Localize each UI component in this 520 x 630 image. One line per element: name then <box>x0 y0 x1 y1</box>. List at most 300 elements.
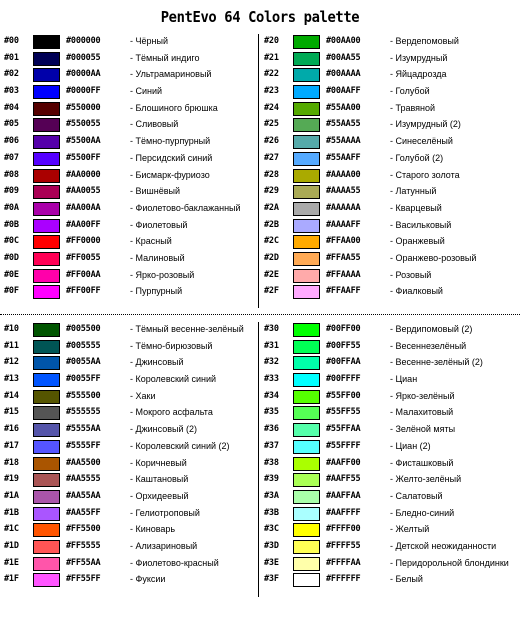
color-hex: #AAAAFF <box>326 219 361 230</box>
color-hex: #FFFFAA <box>326 557 361 568</box>
color-swatch <box>33 269 60 283</box>
color-hex: #FFFF55 <box>326 540 361 551</box>
color-name: - Малиновый <box>130 252 185 263</box>
palette-row <box>4 539 264 556</box>
palette-row <box>264 422 520 439</box>
palette-row <box>4 372 264 389</box>
page-title: PentEvo 64 Colors palette <box>160 8 360 26</box>
color-index: #37 <box>264 440 279 451</box>
color-index: #26 <box>264 136 279 147</box>
palette-row <box>4 168 264 185</box>
color-hex: #AA0000 <box>66 169 101 180</box>
color-name: - Орхидеевый <box>130 490 189 501</box>
palette-row <box>264 234 520 251</box>
color-hex: #AAAAAA <box>326 202 361 213</box>
color-name: - Хаки <box>130 390 156 401</box>
color-hex: #550055 <box>66 119 101 130</box>
color-hex: #55AAAA <box>326 136 361 147</box>
color-name: - Кварцевый <box>390 202 442 213</box>
color-name: - Желтый <box>390 524 430 535</box>
color-index: #2D <box>264 252 279 263</box>
color-swatch <box>33 52 60 66</box>
color-hex: #AAFFFF <box>326 507 361 518</box>
color-name: - Белый <box>390 574 423 585</box>
color-hex: #005555 <box>66 340 101 351</box>
palette-row <box>264 522 520 539</box>
color-index: #21 <box>264 52 279 63</box>
color-hex: #555500 <box>66 390 101 401</box>
color-hex: #FF55FF <box>66 574 101 585</box>
color-index: #1A <box>4 490 19 501</box>
color-name: - Ярко-розовый <box>130 269 195 280</box>
color-hex: #0055AA <box>66 357 101 368</box>
color-swatch <box>293 85 320 99</box>
color-swatch <box>33 573 60 587</box>
color-index: #22 <box>264 69 279 80</box>
palette-row <box>4 284 264 301</box>
color-index: #0F <box>4 286 19 297</box>
color-index: #3A <box>264 490 279 501</box>
palette-row <box>4 572 264 589</box>
color-name: - Старого золота <box>390 169 460 180</box>
color-swatch <box>293 557 320 571</box>
color-index: #11 <box>4 340 19 351</box>
color-hex: #55AA00 <box>326 102 361 113</box>
color-swatch <box>293 457 320 471</box>
color-index: #03 <box>4 86 19 97</box>
color-hex: #55FF00 <box>326 390 361 401</box>
color-name: - Травяной <box>390 102 436 113</box>
color-swatch <box>293 169 320 183</box>
palette-row <box>264 218 520 235</box>
color-hex: #FF0055 <box>66 252 101 263</box>
color-name: - Зелёной мяты <box>390 424 456 435</box>
color-hex: #000055 <box>66 52 101 63</box>
color-hex: #FF5555 <box>66 540 101 551</box>
color-swatch <box>293 202 320 216</box>
palette-row <box>264 51 520 68</box>
color-name: - Весеннезелёный <box>390 340 467 351</box>
palette-row <box>4 322 264 339</box>
color-hex: #5555AA <box>66 424 101 435</box>
color-hex: #00FF55 <box>326 340 361 351</box>
color-swatch <box>33 235 60 249</box>
palette-row <box>264 556 520 573</box>
palette-row <box>4 506 264 523</box>
color-index: #36 <box>264 424 279 435</box>
color-name: - Джинсовый <box>130 357 184 368</box>
color-swatch <box>293 152 320 166</box>
color-hex: #AA5555 <box>66 474 101 485</box>
color-name: - Синеселёный <box>390 136 453 147</box>
color-index: #10 <box>4 324 19 334</box>
color-index: #09 <box>4 186 19 197</box>
palette-row <box>4 201 264 218</box>
color-index: #12 <box>4 357 19 368</box>
color-swatch <box>293 540 320 554</box>
color-swatch <box>33 185 60 199</box>
palette-row <box>4 339 264 356</box>
color-hex: #FFFF00 <box>326 524 361 535</box>
color-hex: #00FFAA <box>326 357 361 368</box>
color-index: #32 <box>264 357 279 368</box>
color-swatch <box>33 507 60 521</box>
color-index: #31 <box>264 340 279 351</box>
color-hex: #55FFAA <box>326 424 361 435</box>
palette-row <box>264 101 520 118</box>
color-hex: #AAFF55 <box>326 474 361 485</box>
palette-row <box>264 456 520 473</box>
color-hex: #5500AA <box>66 136 101 147</box>
color-swatch <box>293 390 320 404</box>
color-hex: #555555 <box>66 407 101 418</box>
color-name: - Вердипомовый (2) <box>390 324 473 334</box>
palette-row <box>4 439 264 456</box>
palette-row <box>264 117 520 134</box>
palette-row <box>264 339 520 356</box>
color-hex: #55FFFF <box>326 440 361 451</box>
color-name: - Голубой (2) <box>390 152 444 163</box>
color-hex: #AA00FF <box>66 219 101 230</box>
color-name: - Королевский синий (2) <box>130 440 230 451</box>
color-swatch <box>293 52 320 66</box>
color-name: - Тёмный индиго <box>130 52 200 63</box>
color-swatch <box>33 118 60 132</box>
color-hex: #00AAFF <box>326 86 361 97</box>
color-name: - Тёмно-бирюзовый <box>130 340 213 351</box>
color-index: #1F <box>4 574 19 585</box>
color-hex: #550000 <box>66 102 101 113</box>
palette-column-right <box>264 322 520 589</box>
color-name: - Чёрный <box>130 36 168 46</box>
color-index: #02 <box>4 69 19 80</box>
color-swatch <box>293 68 320 82</box>
color-swatch <box>33 523 60 537</box>
color-swatch <box>33 152 60 166</box>
palette-row <box>264 268 520 285</box>
color-index: #19 <box>4 474 19 485</box>
palette-row <box>4 67 264 84</box>
color-swatch <box>33 406 60 420</box>
color-name: - Фиалковый <box>390 286 443 297</box>
color-swatch <box>33 440 60 454</box>
color-swatch <box>33 102 60 116</box>
color-name: - Фиолетовый <box>130 219 188 230</box>
palette-row <box>264 405 520 422</box>
palette-row <box>264 489 520 506</box>
color-index: #1E <box>4 557 19 568</box>
color-swatch <box>293 523 320 537</box>
palette-row <box>264 168 520 185</box>
color-name: - Яйцадрозда <box>390 69 447 80</box>
color-swatch <box>33 219 60 233</box>
palette-row <box>264 355 520 372</box>
color-swatch <box>293 185 320 199</box>
color-index: #0A <box>4 202 19 213</box>
color-index: #24 <box>264 102 279 113</box>
palette-row <box>4 472 264 489</box>
color-swatch <box>293 440 320 454</box>
palette-column-left <box>4 34 264 301</box>
color-swatch <box>293 323 320 337</box>
color-name: - Латунный <box>390 186 437 197</box>
color-name: - Вердепомовый <box>390 36 459 46</box>
color-index: #29 <box>264 186 279 197</box>
color-index: #3F <box>264 574 279 585</box>
color-index: #16 <box>4 424 19 435</box>
color-swatch <box>293 219 320 233</box>
palette-row <box>4 34 264 51</box>
color-index: #00 <box>4 36 19 46</box>
color-name: - Оранжевый <box>390 236 445 247</box>
color-name: - Сливовый <box>130 119 179 130</box>
color-index: #2B <box>264 219 279 230</box>
palette-row <box>264 439 520 456</box>
color-hex: #0000FF <box>66 86 101 97</box>
palette-row <box>4 456 264 473</box>
color-name: - Пурпурный <box>130 286 183 297</box>
color-swatch <box>33 540 60 554</box>
color-name: - Вишнёвый <box>130 186 181 197</box>
color-swatch <box>33 135 60 149</box>
color-swatch <box>293 269 320 283</box>
palette-row <box>264 134 520 151</box>
color-name: - Салатовый <box>390 490 443 501</box>
color-swatch <box>293 35 320 49</box>
color-name: - Блошиного брюшка <box>130 102 218 113</box>
color-name: - Изумрудный <box>390 52 448 63</box>
palette-row <box>4 522 264 539</box>
color-index: #18 <box>4 457 19 468</box>
color-swatch <box>33 85 60 99</box>
color-index: #3D <box>264 540 279 551</box>
color-hex: #5555FF <box>66 440 101 451</box>
color-hex: #000000 <box>66 36 101 46</box>
color-name: - Синий <box>130 86 163 97</box>
color-index: #38 <box>264 457 279 468</box>
color-swatch <box>33 323 60 337</box>
color-swatch <box>33 473 60 487</box>
palette-column-right <box>264 34 520 301</box>
palette-row <box>264 184 520 201</box>
color-name: - Циан (2) <box>390 440 431 451</box>
color-index: #25 <box>264 119 279 130</box>
color-name: - Фисташковый <box>390 457 454 468</box>
color-name: - Персидский синий <box>130 152 213 163</box>
color-hex: #AA55FF <box>66 507 101 518</box>
color-hex: #AA0055 <box>66 186 101 197</box>
color-hex: #55FF55 <box>326 407 361 418</box>
color-name: - Фиолетово-баклажанный <box>130 202 241 213</box>
color-swatch <box>33 340 60 354</box>
color-index: #1B <box>4 507 19 518</box>
palette-row <box>264 151 520 168</box>
palette-row <box>4 355 264 372</box>
color-name: - Ультрамариновый <box>130 69 212 80</box>
color-swatch <box>293 135 320 149</box>
color-index: #17 <box>4 440 19 451</box>
color-swatch <box>33 35 60 49</box>
color-hex: #FF5500 <box>66 524 101 535</box>
color-name: - Каштановый <box>130 474 189 485</box>
palette-row <box>264 84 520 101</box>
color-name: - Бисмарк-фуриозо <box>130 169 210 180</box>
palette-row <box>4 489 264 506</box>
color-index: #27 <box>264 152 279 163</box>
color-index: #2C <box>264 236 279 247</box>
color-swatch <box>293 356 320 370</box>
palette-row <box>4 101 264 118</box>
color-hex: #FF55AA <box>66 557 101 568</box>
color-swatch <box>293 423 320 437</box>
palette-row <box>264 372 520 389</box>
palette-row <box>4 389 264 406</box>
palette-row <box>264 506 520 523</box>
color-swatch <box>293 102 320 116</box>
color-swatch <box>293 507 320 521</box>
color-index: #33 <box>264 374 279 385</box>
color-name: - Королевский синий <box>130 374 217 385</box>
color-index: #39 <box>264 474 279 485</box>
palette-row <box>4 134 264 151</box>
color-index: #35 <box>264 407 279 418</box>
color-index: #06 <box>4 136 19 147</box>
palette-row <box>4 117 264 134</box>
color-name: - Желто-зелёный <box>390 474 462 485</box>
color-swatch <box>33 373 60 387</box>
color-hex: #FFFFFF <box>326 574 361 585</box>
color-index: #3B <box>264 507 279 518</box>
color-name: - Голубой <box>390 86 430 97</box>
color-hex: #00FFFF <box>326 374 361 385</box>
color-index: #05 <box>4 119 19 130</box>
color-index: #0C <box>4 236 19 247</box>
color-hex: #FFAAFF <box>326 286 361 297</box>
color-name: - Циан <box>390 374 418 385</box>
palette-row <box>264 284 520 301</box>
color-swatch <box>33 68 60 82</box>
color-index: #30 <box>264 324 279 334</box>
color-index: #23 <box>264 86 279 97</box>
color-hex: #55AAFF <box>326 152 361 163</box>
palette-row <box>4 184 264 201</box>
color-index: #3C <box>264 524 279 535</box>
palette-row <box>4 218 264 235</box>
palette-row <box>4 405 264 422</box>
palette-row <box>4 234 264 251</box>
color-index: #2A <box>264 202 279 213</box>
color-hex: #00AA00 <box>326 36 361 46</box>
color-name: - Гелиотроповый <box>130 507 200 518</box>
color-index: #01 <box>4 52 19 63</box>
color-hex: #5500FF <box>66 152 101 163</box>
color-name: - Фиолетово-красный <box>130 557 219 568</box>
color-index: #08 <box>4 169 19 180</box>
palette-row <box>4 251 264 268</box>
palette-row <box>264 251 520 268</box>
palette-row <box>264 572 520 589</box>
color-swatch <box>293 490 320 504</box>
color-name: - Розовый <box>390 269 432 280</box>
color-hex: #AA55AA <box>66 490 101 501</box>
color-index: #34 <box>264 390 279 401</box>
palette-row <box>4 422 264 439</box>
color-name: - Бледно-синий <box>390 507 455 518</box>
color-name: - Перидорольной блондинки <box>390 557 509 568</box>
color-name: - Киноварь <box>130 524 176 535</box>
color-index: #2E <box>264 269 279 280</box>
color-index: #28 <box>264 169 279 180</box>
color-name: - Васильковый <box>390 219 452 230</box>
color-hex: #55AA55 <box>326 119 361 130</box>
color-name: - Красный <box>130 236 172 247</box>
color-name: - Изумрудный (2) <box>390 119 461 130</box>
color-hex: #00AAAA <box>326 69 361 80</box>
color-hex: #0000AA <box>66 69 101 80</box>
color-hex: #005500 <box>66 324 101 334</box>
color-name: - Оранжево-розовый <box>390 252 477 263</box>
color-swatch <box>33 169 60 183</box>
palette-row <box>264 539 520 556</box>
color-swatch <box>293 340 320 354</box>
palette-row <box>264 201 520 218</box>
color-swatch <box>33 557 60 571</box>
color-index: #07 <box>4 152 19 163</box>
color-swatch <box>33 202 60 216</box>
palette-row <box>264 389 520 406</box>
color-index: #20 <box>264 36 279 46</box>
color-swatch <box>33 390 60 404</box>
palette-row <box>264 322 520 339</box>
color-index: #1C <box>4 524 19 535</box>
color-index: #13 <box>4 374 19 385</box>
color-hex: #AAFF00 <box>326 457 361 468</box>
color-hex: #FFAA55 <box>326 252 361 263</box>
color-swatch <box>293 235 320 249</box>
color-swatch <box>293 406 320 420</box>
color-name: - Малахитовый <box>390 407 454 418</box>
palette-row <box>264 34 520 51</box>
color-index: #3E <box>264 557 279 568</box>
color-name: - Детской неожиданности <box>390 540 497 551</box>
color-swatch <box>33 490 60 504</box>
palette-row <box>4 151 264 168</box>
color-name: - Тёмный весенне-зелёный <box>130 324 244 334</box>
color-name: - Джинсовый (2) <box>130 424 197 435</box>
color-index: #04 <box>4 102 19 113</box>
color-swatch <box>33 356 60 370</box>
palette-column-left <box>4 322 264 589</box>
color-swatch <box>293 573 320 587</box>
color-index: #0E <box>4 269 19 280</box>
color-index: #14 <box>4 390 19 401</box>
color-hex: #0055FF <box>66 374 101 385</box>
color-hex: #AA00AA <box>66 202 101 213</box>
color-hex: #AAAA00 <box>326 169 361 180</box>
color-swatch <box>293 373 320 387</box>
color-hex: #FF00AA <box>66 269 101 280</box>
color-name: - Фуксии <box>130 574 166 585</box>
color-hex: #00FF00 <box>326 324 361 334</box>
color-hex: #00AA55 <box>326 52 361 63</box>
color-index: #0B <box>4 219 19 230</box>
color-swatch <box>33 423 60 437</box>
color-index: #0D <box>4 252 19 263</box>
palette-row <box>4 268 264 285</box>
color-name: - Коричневый <box>130 457 187 468</box>
palette-row <box>4 51 264 68</box>
color-swatch <box>33 457 60 471</box>
